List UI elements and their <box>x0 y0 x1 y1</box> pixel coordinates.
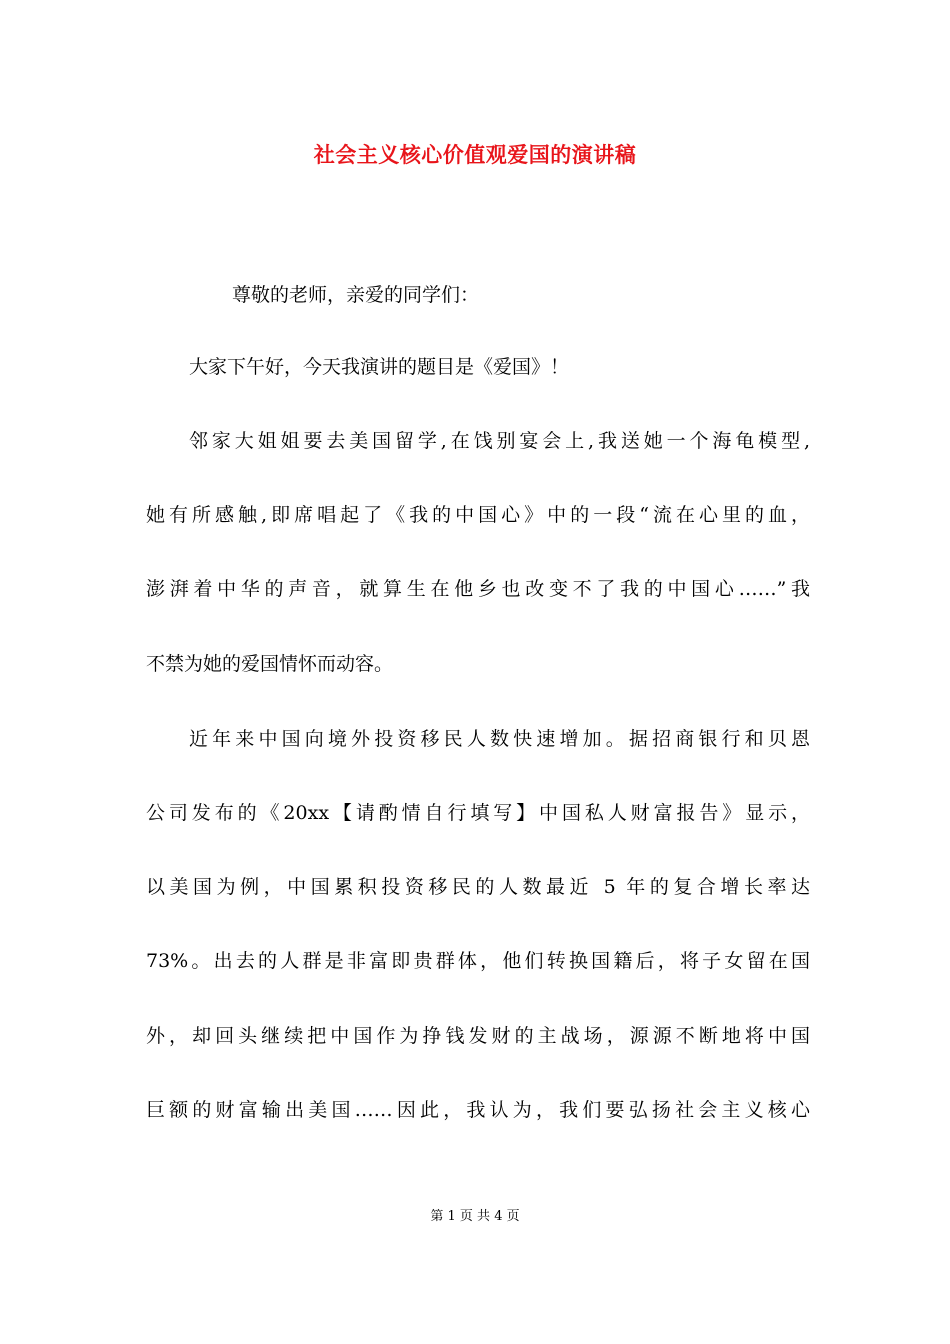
paragraph-line: 她有所感触,即席唱起了《我的中国心》中的一段“流在心里的血， <box>146 504 810 526</box>
paragraph-line: 澎湃着中华的声音，就算生在他乡也改变不了我的中国心……”我 <box>146 578 810 600</box>
paragraph-line: 公司发布的《20xx【请酌情自行填写】中国私人财富报告》显示， <box>146 802 810 824</box>
paragraph-line: 邻家大姐姐要去美国留学,在饯别宴会上,我送她一个海龟模型, <box>189 430 810 452</box>
paragraph-line: 73%。出去的人群是非富即贵群体，他们转换国籍后，将子女留在国 <box>146 950 810 972</box>
page-number-footer: 第 1 页 共 4 页 <box>430 1209 520 1224</box>
salutation-line: 尊敬的老师，亲爱的同学们： <box>232 284 480 306</box>
paragraph-line: 外，却回头继续把中国作为挣钱发财的主战场，源源不断地将中国 <box>146 1025 810 1047</box>
document-title: 社会主义核心价值观爱国的演讲稿 <box>313 142 637 167</box>
paragraph-line: 以美国为例，中国累积投资移民的人数最近 5 年的复合增长率达 <box>146 876 810 898</box>
paragraph-line: 近年来中国向境外投资移民人数快速增加。据招商银行和贝恩 <box>189 728 810 750</box>
greeting-line: 大家下午好，今天我演讲的题目是《爱国》！ <box>189 356 570 378</box>
paragraph-line: 不禁为她的爱国情怀而动容。 <box>146 653 394 675</box>
paragraph-line: 巨额的财富输出美国……因此，我认为，我们要弘扬社会主义核心 <box>146 1099 810 1121</box>
